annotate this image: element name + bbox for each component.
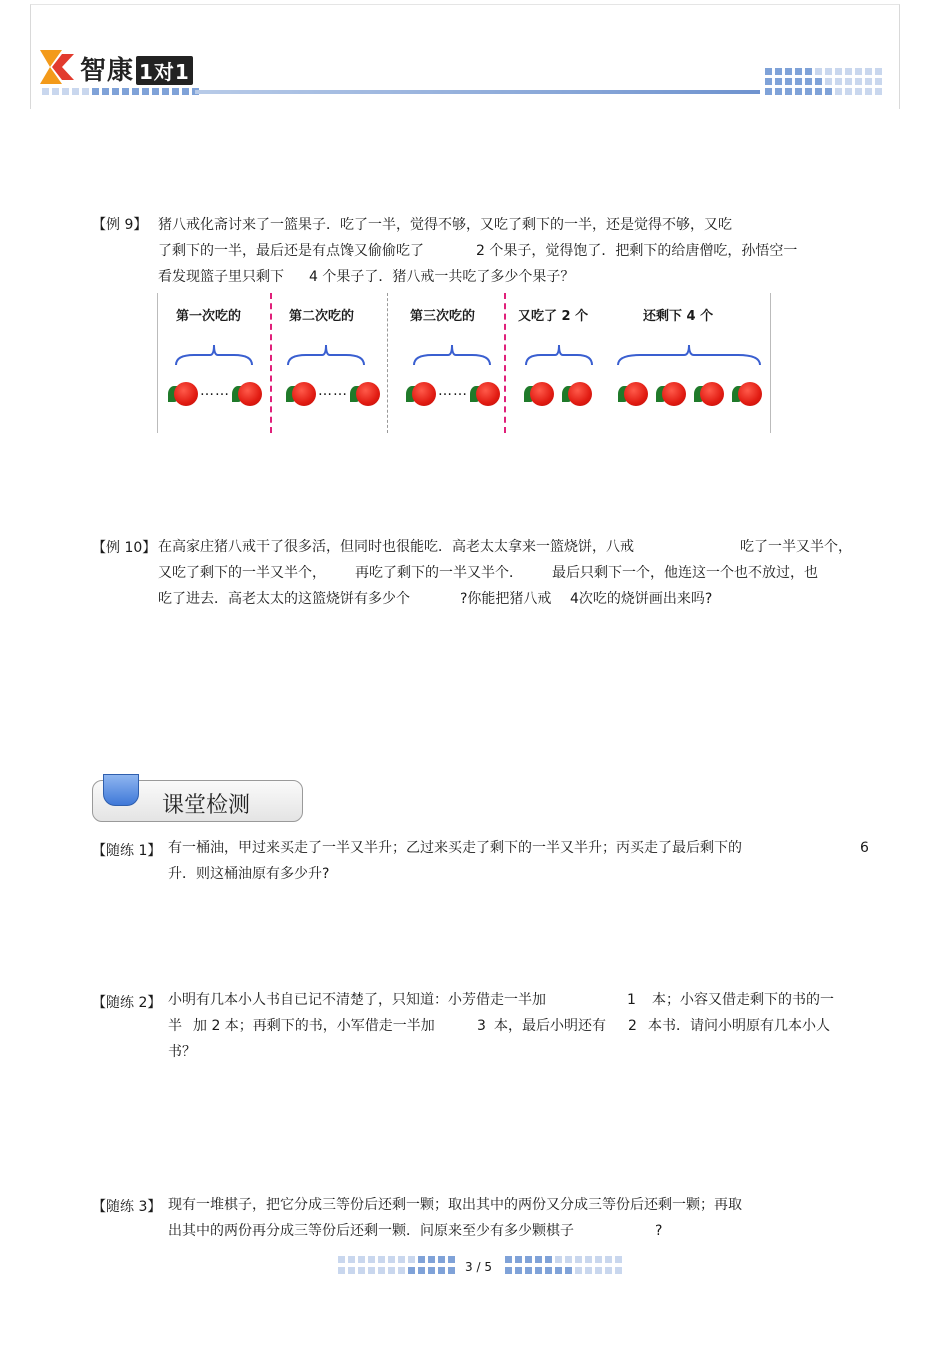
page-indicator	[465, 1260, 492, 1274]
fruit-diagram	[157, 293, 771, 433]
example-9-line-3a: 看发现篮子里只剩下	[158, 269, 284, 285]
practice-2-line-2c: 3	[477, 1018, 486, 1034]
page-separator: /	[476, 1260, 481, 1274]
example-10-line-3c: 4次吃的烧饼画出来吗?	[570, 591, 713, 607]
example-10-line-3b: ?你能把猪八戒	[460, 591, 552, 607]
practice-2-line-2a: 半	[168, 1018, 182, 1034]
practice-2-line-1b: 1	[627, 992, 636, 1008]
example-10-line-2c: 最后只剩下一个，他连这一个也不放过，也	[552, 565, 818, 581]
apple-icon	[174, 382, 198, 406]
figure-label-second: 第二次吃的	[289, 309, 355, 324]
header-decor-right	[765, 68, 882, 95]
example-9-line-1: 猪八戒化斋讨来了一篮果子．吃了一半，觉得不够，又吃了剩下的一半，还是觉得不够，又吃	[158, 217, 732, 233]
apple-icon	[624, 382, 648, 406]
brace-first	[174, 343, 254, 367]
practice-2-line-2d: 本，最后小明还有	[494, 1018, 606, 1034]
practice-1-label: 【随练 1】	[92, 843, 162, 859]
practice-3-line-2a: 出其中的两份再分成三等份后还剩一颗．问原来至少有多少颗棋子	[168, 1223, 574, 1239]
practice-1-number: 6	[860, 840, 869, 856]
practice-1-line-1: 有一桶油，甲过来买走了一半又半升；乙过来买走了剩下的一半又半升；丙买走了最后剩下的	[168, 840, 742, 856]
practice-2-label: 【随练 2】	[92, 995, 162, 1011]
practice-2-line-1c: 本；小容又借走剩下的书的一	[652, 992, 834, 1008]
practice-3-line-2b: ?	[655, 1223, 663, 1239]
apple-icon	[530, 382, 554, 406]
practice-2-line-2b: 加 2 本；再剩下的书，小军借走一半加	[193, 1018, 435, 1034]
example-10-line-3a: 吃了进去．高老太太的这篮烧饼有多少个	[158, 591, 410, 607]
practice-3-line-1: 现有一堆棋子，把它分成三等份后还剩一颗；取出其中的两份又分成三等份后还剩一颗；再取	[168, 1197, 742, 1213]
example-10-line-1b: 吃了一半又半个，	[740, 539, 852, 555]
apple-icon	[700, 382, 724, 406]
practice-2-line-2f: 本书．请问小明原有几本小人	[648, 1018, 830, 1034]
practice-3-label: 【随练 3】	[92, 1199, 162, 1215]
practice-1-line-2: 升．则这桶油原有多少升?	[168, 866, 330, 882]
figure-label-remaining-four: 还剩下 4 个	[643, 309, 714, 324]
page-total: 5	[484, 1260, 492, 1274]
example-9-line-2a: 了剩下的一半，最后还是有点馋又偷偷吃了	[158, 243, 424, 259]
practice-2-line-1a: 小明有几本小人书自已记不清楚了，只知道：小芳借走一半加	[168, 992, 546, 1008]
apple-icon	[238, 382, 262, 406]
example-10-line-1a: 在高家庄猪八戒干了很多活，但同时也很能吃．高老太太拿来一篮烧饼，八戒	[158, 539, 634, 555]
practice-2-line-2e: 2	[628, 1018, 637, 1034]
brand-box: 1对1	[136, 56, 193, 85]
example-10-line-2b: 再吃了剩下的一半又半个．	[355, 565, 523, 581]
section-title: 课堂检测	[162, 793, 251, 818]
brace-second	[286, 343, 366, 367]
example-10-label: 【例 10】	[92, 540, 157, 556]
figure-label-extra-two: 又吃了 2 个	[518, 309, 589, 324]
apple-icon	[412, 382, 436, 406]
brand-name: 智康	[80, 56, 135, 86]
example-9-line-2b: 2 个果子，觉得饱了．把剩下的给唐僧吃，孙悟空一	[476, 243, 798, 259]
practice-2-line-3: 书？	[168, 1044, 196, 1060]
figure-label-third: 第三次吃的	[410, 309, 476, 324]
apple-icon	[662, 382, 686, 406]
footer-decor-right	[505, 1256, 622, 1274]
figure-label-first: 第一次吃的	[176, 309, 242, 324]
apple-icon	[476, 382, 500, 406]
footer-decor-left	[338, 1256, 455, 1274]
apple-icon	[568, 382, 592, 406]
example-9-line-3b: 4 个果子了．猪八戒一共吃了多少个果子？	[309, 269, 575, 285]
page-current: 3	[465, 1260, 473, 1274]
apple-icon	[356, 382, 380, 406]
brace-third	[412, 343, 492, 367]
ellipsis: ……	[438, 383, 468, 399]
brace-remaining-four	[616, 343, 762, 367]
example-10-line-2a: 又吃了剩下的一半又半个，	[158, 565, 326, 581]
brand-logo-icon	[40, 50, 74, 84]
example-9-label: 【例 9】	[92, 217, 148, 233]
header-rule	[195, 90, 760, 94]
header-decor-left	[42, 88, 199, 95]
ellipsis: ……	[200, 383, 230, 399]
divider-1	[270, 293, 272, 433]
apple-icon	[292, 382, 316, 406]
divider-3	[504, 293, 506, 433]
brace-extra-two	[524, 343, 594, 367]
ellipsis: ……	[318, 383, 348, 399]
apple-icon	[738, 382, 762, 406]
divider-2	[387, 293, 388, 433]
brand-logo-text	[80, 50, 193, 87]
bookmark-icon	[103, 774, 139, 806]
